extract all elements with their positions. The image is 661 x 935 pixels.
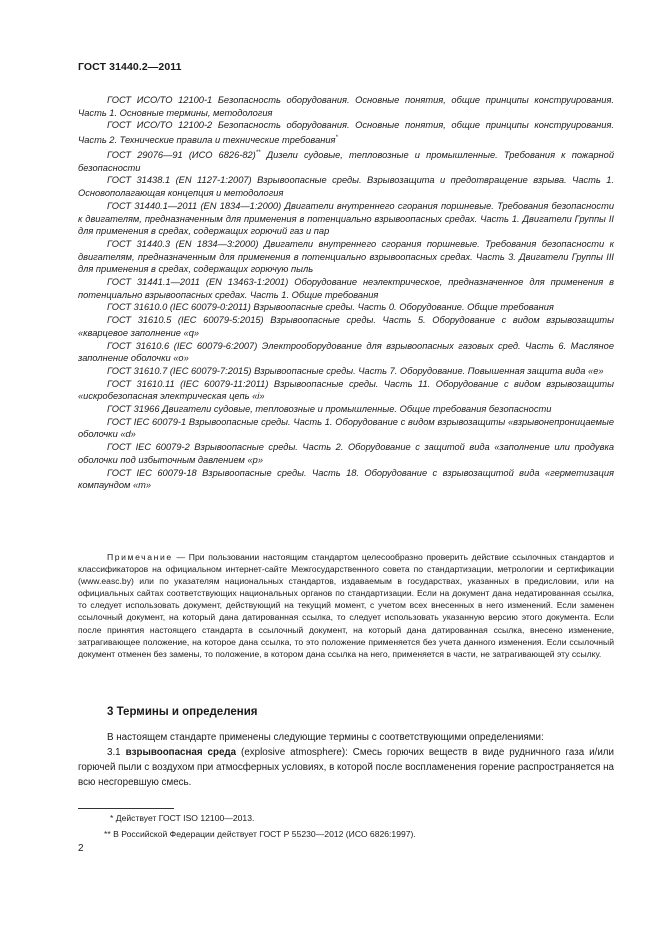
reference-item: ГОСТ 31610.7 (IEC 60079-7:2015) Взрывоопасные среды. Часть 7. Оборудование. Повышенная защита вида «е» xyxy=(107,365,604,376)
note-label: Примечание xyxy=(107,552,173,562)
reference-item: ГОСТ 29076—91 (ИСО 6826-82)** Дизели судовые, тепловозные и промышленные. Требования к пожарной безопасности xyxy=(78,149,614,173)
reference-item: ГОСТ 31610.6 (IEC 60079-6:2007) Электрооборудование для взрывоопасных газовых сред. Часть 6. Масляное заполнение оболочки «о» xyxy=(78,340,614,364)
reference-item: ГОСТ IEC 60079-18 Взрывоопасные среды. Часть 18. Оборудование с взрывозащитой вида «герметизация компаундом «m» xyxy=(78,467,614,491)
page-number: 2 xyxy=(78,843,84,854)
reference-item: ГОСТ 31966 Двигатели судовые, тепловозные и промышленные. Общие требования безопасности xyxy=(107,404,552,415)
footnote-marker: ** xyxy=(255,149,261,156)
terms-intro: В настоящем стандарте применены следующие термины с соответствующими определениями: xyxy=(107,732,544,743)
reference-item: ГОСТ 31610.0 (IEC 60079-0:2011) Взрывоопасные среды. Часть 0. Оборудование. Общие требования xyxy=(107,302,554,313)
reference-item: ГОСТ 31441.1—2011 (EN 13463-1:2001) Оборудование неэлектрическое, предназначенное для применения в потенциально взрывоопасных средах. Часть 1. Общие требования xyxy=(78,277,614,300)
note-text: — При пользовании настоящим стандартом целесообразно проверить действие ссылочных стандартов и классификаторов на официальном интернет-сайте Межгосударственного совета по стандартизации, метрологии и сертификации (www.easc.by) или по указателям национальных стандартов, издаваемым в государствах, указанных в предисловии, или на официальных сайтах соответствующих национальных органов по стандартизации. Если на документ дана недатированная ссылка, то следует использовать документ, действующий на текущий момент, с учетом всех внесенных в него изменений. Если заменен ссылочный документ, на который дана датированная ссылка, то следует использовать указанную версию этого документа. Если после принятия настоящего стандарта в ссылочный документ, на который дана датированная ссылка, внесено изменение, затрагивающее положение, на которое дана ссылка, то это положение применяется без учета данного изменения. Если ссылочный документ отменен без замены, то положение, в котором дана ссылка на него, применяется в части, не затрагивающей эту ссылку. xyxy=(78,552,614,659)
terms-block xyxy=(78,730,614,790)
reference-item: ГОСТ 31438.1 (EN 1127-1:2007) Взрывоопасные среды. Взрывозащита и предотвращение взрыва. Часть 1. Основополагающая концепция и методология xyxy=(78,175,614,199)
reference-item: ГОСТ 31440.3 (EN 1834—3:2000) Двигатели внутреннего сгорания поршневые. Требования безопасности к двигателям, предназначенным для применения в потенциально взрывоопасных средах. Часть 3. Двигатели Группы III для применения в средах, содержащих горючую пыль xyxy=(78,238,614,275)
reference-item: ГОСТ IEC 60079-1 Взрывоопасные среды. Часть 1. Оборудование с видом взрывозащиты «взрывонепроницаемые оболочки «d» xyxy=(78,416,614,440)
reference-item: ГОСТ 31610.11 (IEC 60079-11:2011) Взрывоопасные среды. Часть 11. Оборудование с видом взрывозащиты «искробезопасная электрическая цепь «i» xyxy=(78,378,614,402)
footnote-2: ** В Российской Федерации действует ГОСТ Р 55230—2012 (ИСО 6826:1997). xyxy=(104,829,416,839)
normative-references-list xyxy=(78,94,614,492)
reference-item: ГОСТ 31440.1—2011 (EN 1834—1:2000) Двигатели внутреннего сгорания поршневые. Требования безопасности к двигателям, предназначенным для применения в потенциально взрывоопасных средах. Часть 1. Двигатели Группы II для применения в средах, содержащих горючий газ и пар xyxy=(78,200,614,237)
term-definition: 3.1 взрывоопасная среда (explosive atmosphere): Смесь горючих веществ в виде рудничного газа и/или горючей пыли с воздухом при атмосферных условиях, в которой после воспламенения горение распространяется на всю несгоревшую смесь. xyxy=(78,747,615,788)
footnote-marker: * xyxy=(335,135,338,142)
reference-item: ГОСТ IEC 60079-2 Взрывоопасные среды. Часть 2. Оборудование с защитой вида «заполнение или продувка оболочки под избыточным давлением «р» xyxy=(78,442,614,465)
footnote-divider xyxy=(78,808,174,809)
reference-item: ГОСТ 31610.5 (IEC 60079-5:2015) Взрывоопасные среды. Часть 5. Оборудование с видом взрывозащиты «кварцевое заполнение «q» xyxy=(78,315,614,338)
reference-item: ГОСТ ИСО/ТО 12100-1 Безопасность оборудования. Основные понятия, общие принципы конструирования. Часть 1. Основные термины, методология xyxy=(78,95,614,118)
reference-item: ГОСТ ИСО/ТО 12100-2 Безопасность оборудования. Основные понятия, общие принципы конструирования. Часть 2. Технические правила и технические требования* xyxy=(78,120,614,146)
term-name: взрывоопасная среда xyxy=(125,747,237,758)
footnote-1: * Действует ГОСТ ISO 12100—2013. xyxy=(110,813,255,823)
section-title: 3 Термины и определения xyxy=(107,706,258,718)
note-block xyxy=(78,551,614,660)
document-header: ГОСТ 31440.2—2011 xyxy=(78,61,182,73)
